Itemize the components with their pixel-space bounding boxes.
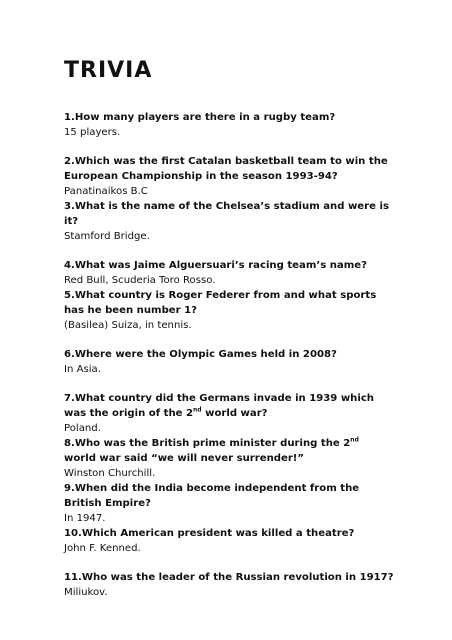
trivia-item — [64, 288, 394, 333]
answer: (Basilea) Suiza, in tennis. — [64, 320, 192, 331]
question: 6.Where were the Olympic Games held in 2008? — [64, 349, 337, 360]
trivia-item — [64, 110, 394, 140]
question: 11.Who was the leader of the Russian revolution in 1917? — [64, 572, 394, 583]
answer: Winston Churchill. — [64, 468, 156, 479]
answer: John F. Kenned. — [64, 543, 141, 554]
answer: 15 players. — [64, 127, 121, 138]
trivia-item — [64, 154, 394, 199]
question: 3.What is the name of the Chelsea’s stadium and were is it? — [64, 201, 389, 227]
trivia-item — [64, 347, 394, 377]
trivia-list — [64, 110, 394, 600]
answer: Miliukov. — [64, 587, 108, 598]
trivia-item — [64, 481, 394, 526]
question — [64, 436, 394, 466]
answer: Poland. — [64, 423, 101, 434]
trivia-item — [64, 391, 394, 436]
question — [64, 391, 394, 421]
question-text-end: world war? — [201, 408, 268, 419]
answer: In 1947. — [64, 513, 106, 524]
question: 2.Which was the first Catalan basketball team to win the European Championship in the season 1993-94? — [64, 156, 388, 182]
trivia-item — [64, 199, 394, 244]
question: 9.When did the India become independent from the British Empire? — [64, 483, 360, 509]
answer: Red Bull, Scuderia Toro Rosso. — [64, 275, 216, 286]
ordinal-suffix: nd — [193, 406, 202, 414]
question-text-end: world war said “we will never surrender!” — [64, 453, 305, 464]
question: 1.How many players are there in a rugby team? — [64, 112, 336, 123]
trivia-item — [64, 436, 394, 481]
trivia-item — [64, 526, 394, 556]
trivia-item — [64, 570, 394, 600]
answer: Stamford Bridge. — [64, 231, 150, 242]
question: 4.What was Jaime Alguersuari’s racing team’s name? — [64, 260, 367, 271]
answer: Panatinaikos B.C — [64, 186, 148, 197]
trivia-item — [64, 258, 394, 288]
question: 10.Which American president was killed a theatre? — [64, 528, 355, 539]
answer: In Asia. — [64, 364, 101, 375]
ordinal-suffix: nd — [350, 436, 359, 444]
question-text: 7.What country did the Germans invade in 1939 which was the origin of the 2 — [64, 393, 374, 419]
question: 5.What country is Roger Federer from and what sports has he been number 1? — [64, 290, 377, 316]
question-text: 8.Who was the British prime minister during the 2 — [64, 438, 351, 449]
document-title: TRIVIA — [64, 58, 153, 83]
